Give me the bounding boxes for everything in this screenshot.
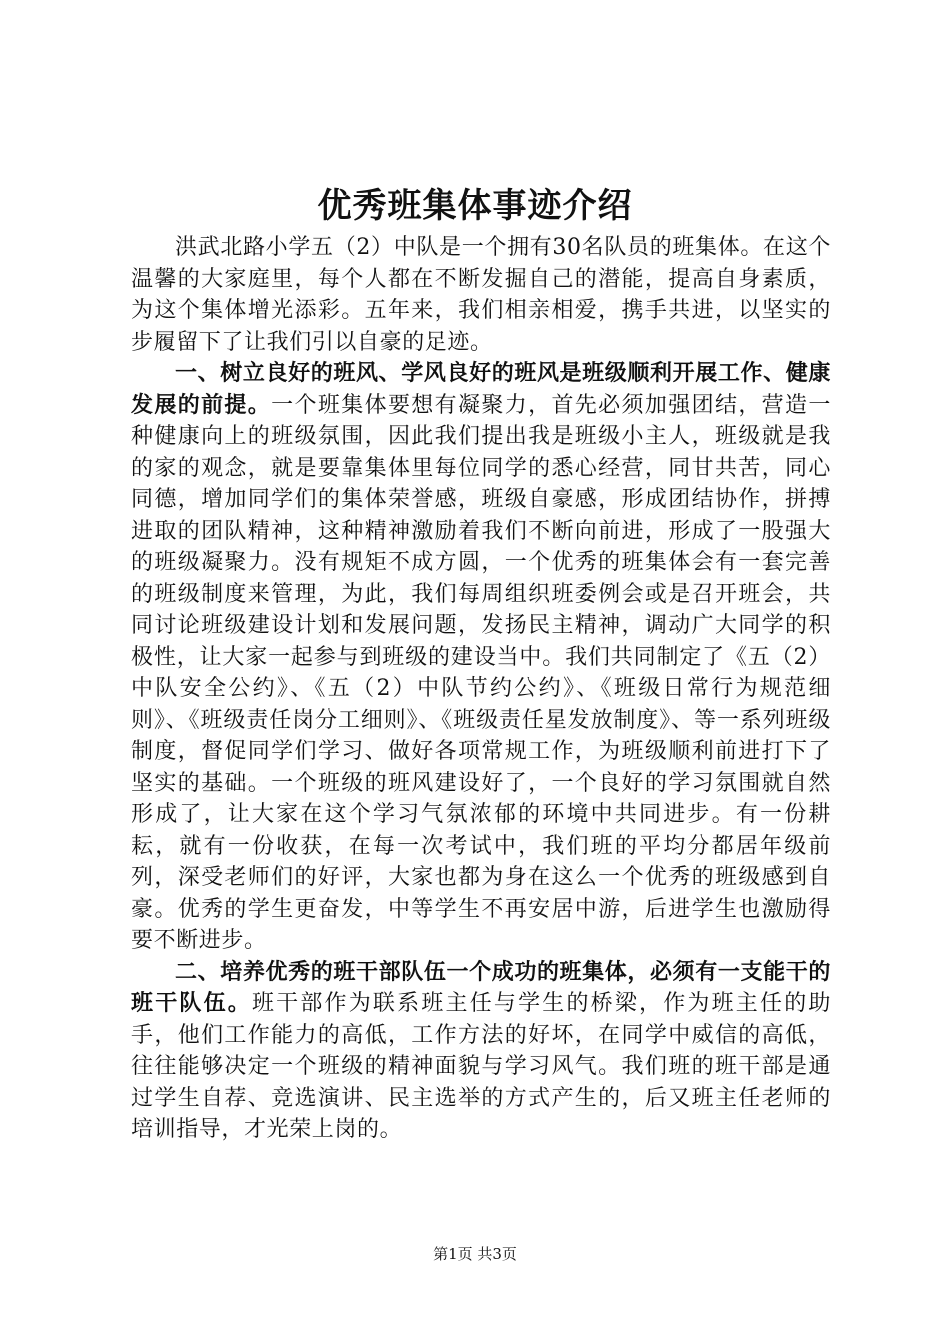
paragraph-text: 班干部作为联系班主任与学生的桥梁，作为班主任的助手，他们工作能力的高低，工作方法的好坏，在同学中威信的高低，往往能够决定一个班级的精神面貌与学习风气。我们班的班干部是通过学生自荐、竞选演讲、民主选举的方式产生的，后又班主任老师的培训指导，才光荣上岗的。 [131, 991, 831, 1142]
paragraph-text: 一个班集体要想有凝聚力，首先必须加强团结，营造一种健康向上的班级氛围，因此我们提出我是班级小主人，班级就是我的家的观念，就是要靠集体里每位同学的悉心经营，同甘共苦，同心同德，增加同学们的集体荣誉感，班级自豪感，形成团结协作，拼搏进取的团队精神，这种精神激励着我们不断向前进，形成了一股强大的班级凝聚力。没有规矩不成方圆，一个优秀的班集体会有一套完善的班级制度来管理，为此，我们每周组织班委例会或是召开班会，共同讨论班级建设计划和发展问题，发扬民主精神，调动广大同学的积极性，让大家一起参与到班级的建设当中。我们共同制定了《五（2）中队安全公约》、《五（2）中队节约公约》、《班级日常行为规范细则》、《班级责任岗分工细则》、《班级责任星发放制度》、等一系列班级制度，督促同学们学习、做好各项常规工作，为班级顺利前进打下了坚实的基础。一个班级的班风建设好了，一个良好的学习氛围就自然形成了，让大家在这个学习气氛浓郁的环境中共同进步。有一份耕耘，就有一份收获，在每一次考试中，我们班的平均分都居年级前列，深受老师们的好评，大家也都为身在这么一个优秀的班级感到自豪。优秀的学生更奋发，中等学生不再安居中游，后进学生也激励得要不断进步。 [131, 392, 831, 953]
document-body [131, 232, 831, 1146]
paragraph-text: 洪武北路小学五（2）中队是一个拥有30名队员的班集体。在这个温馨的大家庭里，每个人都在不断发掘自己的潜能，提高自身素质，为这个集体增光添彩。五年来，我们相亲相爱，携手共进，以坚实的步履留下了让我们引以自豪的足迹。 [131, 235, 831, 355]
paragraph-lead: 二、培养优秀的班干部队伍一个成功的班集体，必须有一支能干的班干队伍。 [131, 958, 831, 1016]
page-number: 第1页 共3页 [433, 1245, 517, 1263]
paragraph-class-style [131, 358, 831, 957]
paragraph-intro [131, 232, 831, 358]
document-title: 优秀班集体事迹介绍 [317, 186, 633, 226]
paragraph-lead: 一、树立良好的班风、学风良好的班风是班级顺利开展工作、健康发展的前提。 [131, 360, 831, 418]
paragraph-class-cadres [131, 957, 831, 1146]
